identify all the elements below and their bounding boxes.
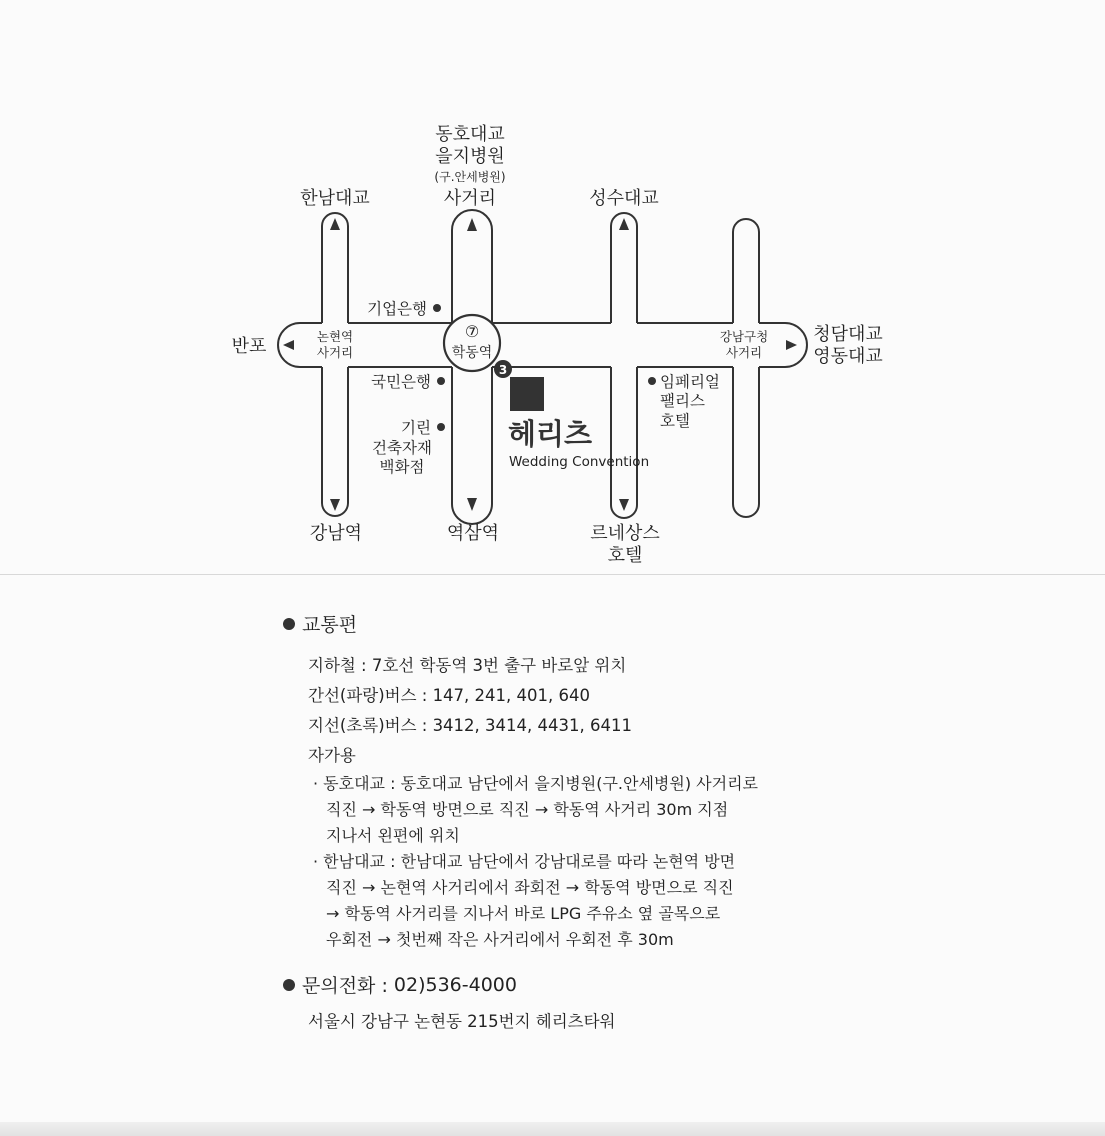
venue-subtitle: Wedding Convention: [509, 454, 650, 470]
dongho-directions: · 동호대교 : 동호대교 남단에서 을지병원(구.안세병원) 사거리로 직진 → 학동역 방면으로 직진 → 학동역 사거리 30m 지점 지나서 왼편에 위치: [313, 771, 883, 849]
subway-value: 7호선 학동역 3번 출구 바로앞 위치: [371, 656, 627, 675]
label-kirin-1: 기린: [401, 419, 431, 437]
car-label: 자가용: [308, 746, 356, 765]
arrow-up-icon: [467, 218, 477, 231]
label-gangnamgu-intersection: 사거리: [725, 345, 763, 360]
label-renaissance-1: 르네상스: [590, 523, 660, 544]
label-dongho-bridge: 동호대교: [435, 124, 505, 145]
venue-building-icon: [510, 377, 544, 411]
subway-label: 지하철 :: [308, 656, 367, 675]
label-kirin-2: 건축자재: [372, 439, 432, 457]
label-gangnam-station: 강남역: [309, 523, 363, 544]
station-line: ⑦: [464, 322, 480, 341]
bullet-icon: [283, 979, 295, 991]
label-banpo: 반포: [231, 336, 267, 357]
address: 서울시 강남구 논현동 215번지 헤리츠타워: [308, 1012, 616, 1031]
landmark-dot-kookmin: [437, 377, 445, 385]
label-nonhyeon-intersection: 사거리: [316, 345, 354, 360]
landmark-dot-imperial: [648, 377, 656, 385]
exit-number: 3: [498, 363, 508, 377]
landmark-dot-ibk: [433, 304, 441, 312]
label-ibk-bank: 기업은행: [367, 300, 427, 318]
fold-line: [0, 574, 1105, 575]
hannam-line-2: 직진 → 논현역 사거리에서 좌회전 → 학동역 방면으로 직진: [326, 878, 734, 897]
blue-bus-value: 147, 241, 401, 640: [432, 686, 591, 705]
arrow-left-icon: [283, 340, 294, 350]
arrow-down-icon: [619, 499, 629, 511]
label-eulji-hospital: 을지병원: [435, 146, 505, 167]
phone-label: 문의전화 :: [302, 975, 388, 997]
label-nonhyeon-station: 논현역: [316, 329, 354, 344]
subway-row: [308, 651, 883, 681]
blue-bus-label: 간선(파랑)버스 :: [308, 686, 428, 705]
hannam-line-3: → 학동역 사거리를 지나서 바로 LPG 주유소 옆 골목으로: [326, 904, 721, 923]
green-bus-value: 3412, 3414, 4431, 6411: [432, 716, 632, 735]
label-cheongdam-bridge: 청담대교: [813, 324, 883, 345]
arrow-down-icon: [467, 498, 477, 511]
arrow-down-icon: [330, 499, 340, 511]
dongho-line-3: 지나서 왼편에 위치: [326, 826, 460, 845]
arrow-up-icon: [619, 218, 629, 230]
road-east: [733, 219, 759, 323]
dongho-label: 동호대교 :: [323, 774, 396, 793]
info-section: [283, 610, 883, 1032]
transport-heading: [283, 610, 883, 637]
arrow-right-icon: [786, 340, 797, 350]
hannam-directions: · 한남대교 : 한남대교 남단에서 강남대로를 따라 논현역 방면 직진 → 논현역 사거리에서 좌회전 → 학동역 방면으로 직진 → 학동역 사거리를 지나서 바로 LPG 주유소 옆 골목으로 우회전 → 첫번째 작은 사거리에서 우회전 후 30m: [313, 849, 883, 953]
station-name: 학동역: [451, 345, 493, 361]
label-gangnamgu-office: 강남구청: [719, 329, 769, 344]
green-bus-row: [308, 711, 883, 741]
label-imperial-1: 임페리얼: [660, 373, 720, 391]
phone-heading: [283, 971, 883, 998]
dongho-line-2: 직진 → 학동역 방면으로 직진 → 학동역 사거리 30m 지점: [326, 800, 729, 819]
label-imperial-3: 호텔: [660, 412, 690, 430]
label-yeongdong-bridge: 영동대교: [813, 346, 883, 367]
green-bus-label: 지선(초록)버스 :: [308, 716, 428, 735]
car-row: [308, 741, 883, 771]
label-dongho-intersection: 사거리: [443, 188, 497, 209]
hannam-line-1: 한남대교 남단에서 강남대로를 따라 논현역 방면: [400, 852, 736, 871]
transport-title: 교통편: [302, 614, 358, 636]
venue-name: 헤리츠: [508, 417, 593, 451]
phone-value: 02)536-4000: [393, 973, 517, 996]
dongho-line-1: 동호대교 남단에서 을지병원(구.안세병원) 사거리로: [400, 774, 758, 793]
arrow-up-icon: [330, 218, 340, 230]
label-seongsu-bridge: 성수대교: [589, 188, 659, 209]
bullet-icon: [283, 618, 295, 630]
label-yeoksam-station: 역삼역: [446, 523, 500, 544]
label-renaissance-2: 호텔: [607, 545, 643, 566]
blue-bus-row: [308, 681, 883, 711]
hannam-line-4: 우회전 → 첫번째 작은 사거리에서 우회전 후 30m: [326, 930, 674, 949]
paper-edge: [0, 1122, 1105, 1136]
label-kirin-3: 백화점: [379, 458, 425, 476]
label-ansei-hospital: (구.안세병원): [434, 170, 506, 184]
landmark-dot-kirin: [437, 423, 445, 431]
hannam-label: 한남대교 :: [323, 852, 396, 871]
label-imperial-2: 팰리스: [660, 392, 705, 410]
label-kookmin-bank: 국민은행: [371, 373, 431, 391]
label-hannam-bridge: 한남대교: [300, 188, 370, 209]
